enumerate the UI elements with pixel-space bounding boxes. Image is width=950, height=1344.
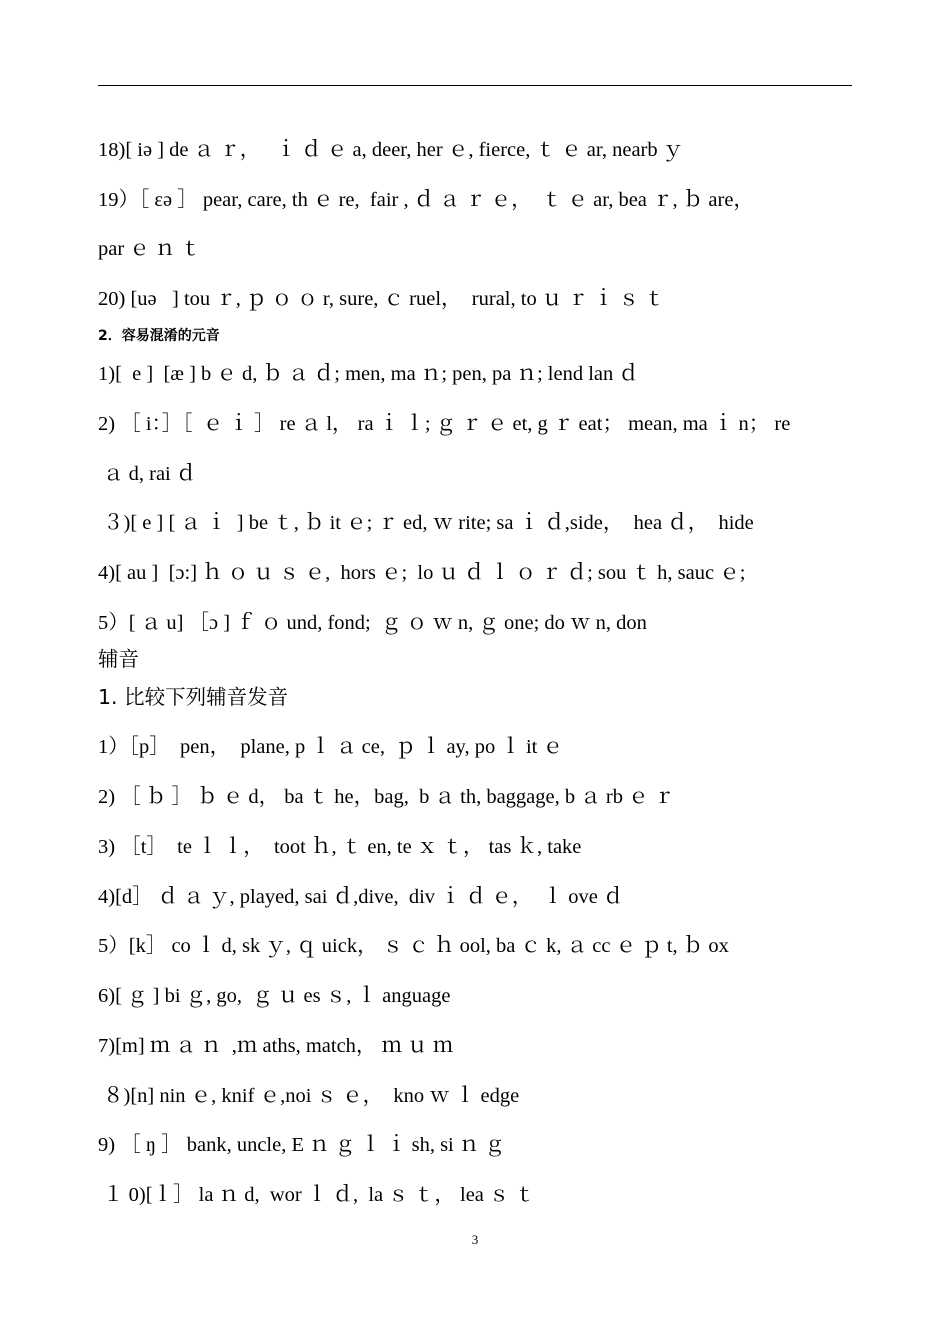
text-line: 6)[ ｇ ] bi ｇ, go, ｇ ｕ es ｓ, ｌ anguage [98, 985, 451, 1007]
text-line: ３)[ e ] [ ａ ｉ ] be ｔ, ｂ it ｅ; ｒ ed, ｗ rite; sa ｉ ｄ,side， hea ｄ， hide [103, 512, 754, 534]
text-line: 4)[d］ ｄ ａ ｙ, played, sai ｄ,dive, div ｉ ｄ ｅ， ｌ ove ｄ [98, 886, 624, 908]
page-number: 3 [471, 1232, 479, 1247]
text-line: 4)[ au ] [ɔ:] ｈ ｏ ｕ ｓ ｅ, hors ｅ; lo ｕ ｄ ｌ ｏ ｒ ｄ; sou ｔ h, sauc ｅ; [98, 562, 746, 584]
text-line: ａ d, rai ｄ [103, 463, 197, 485]
text-line: 19）［ ɛə ］ pear, care, th ｅ re, fair , ｄ ａ ｒ ｅ， ｔ ｅ ar, bea ｒ, ｂ are， [98, 189, 754, 211]
text-line: 2) ［ i：］［ ｅ ｉ ］ re ａ l， ra ｉ ｌ; ｇ ｒ ｅ et, g ｒ eat； mean, ma ｉ n； re [98, 413, 791, 435]
text-line: 1)[ e ] [æ ] b ｅ d, ｂ ａ ｄ; men, ma ｎ; pen, pa ｎ; lend lan ｄ [98, 363, 639, 385]
text-line: 7)[m] ｍ ａ ｎ ,ｍ aths, match， ｍ ｕ ｍ [98, 1035, 454, 1057]
text-line: 20) [uə ] tou ｒ, ｐ ｏ ｏ r, sure, ｃ ruel， rural, to ｕ ｒ ｉ ｓ ｔ [98, 288, 665, 310]
header-rule [98, 85, 852, 86]
text-line: 18)[ iə ] de ａ ｒ， ｉ ｄ ｅ a, deer, her ｅ, fierce, ｔ ｅ ar, nearb ｙ [98, 139, 684, 161]
text-line: 5）[ ａ u] ［ɔ ] ｆ ｏ und, fond; ｇ ｏ ｗ n, ｇ one; do ｗ n, don [98, 612, 647, 634]
text-line: 2) ［ ｂ ］ ｂ ｅ d， ba ｔ he，bag, b ａ th, baggage, b ａ rb ｅ ｒ [98, 786, 675, 808]
text-line: １ 0)[ｌ］ la ｎ d, wor ｌ ｄ, la ｓ ｔ， lea ｓ ｔ [103, 1184, 536, 1206]
text-line: 5）[k］ co ｌ d, sk ｙ, ｑ uick， ｓ ｃ ｈ ool, ba ｃ k, ａ cc ｅ ｐ t, ｂ ox [98, 935, 729, 957]
text-line: 1）［p］ pen， plane, p ｌ ａ ce, ｐ ｌ ay, po ｌ it ｅ [98, 736, 563, 758]
section-heading: 辅音 [98, 647, 139, 671]
subsection-heading: 1. 比较下列辅音发音 [98, 685, 289, 709]
text-line: ８)[n] nin ｅ, knif ｅ,noi ｓ ｅ， kno ｗ ｌ edge [103, 1085, 520, 1107]
text-line: 3) ［t］ te ｌ ｌ， toot ｈ, ｔ en, te ｘ ｔ， tas ｋ, take [98, 836, 582, 858]
text-line: par ｅ ｎ ｔ [98, 238, 202, 260]
text-line: 9) ［ ŋ ］ bank, uncle, E ｎ ｇ ｌ ｉ sh, si ｎ ｇ [98, 1134, 506, 1156]
section-heading: 2．容易混淆的元音 [98, 328, 220, 344]
